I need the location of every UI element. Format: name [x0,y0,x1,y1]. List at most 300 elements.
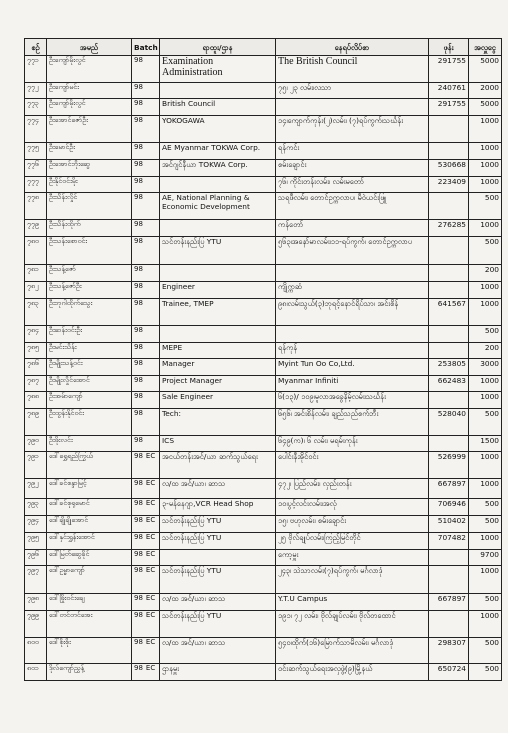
batch-year: 98 [134,550,143,558]
row-address: ကျိုက္ကဆံ [276,282,429,299]
row-amount: 1000 [469,376,502,392]
row-amount: 500 [469,193,502,220]
row-position: ICS [160,436,276,452]
row-address: ၉၈၊လမ်းသွယ်(၃)ဘုရင့်နောင်ရိပ်သာ၊ အင်းစိန် [276,299,429,326]
row-name: ဒေါ်ဥမ္မာကျော် [47,566,132,594]
row-batch [132,99,160,116]
row-name: ဦးမင်းသိန်း [47,343,132,359]
row-phone: 276285 [429,220,469,237]
row-number: ၇၈၅ [25,343,47,359]
header-row [25,39,502,56]
batch-ec: EC [145,533,156,541]
row-number: ၇၈၂ [25,282,47,299]
row-address: သရဖီလမ်း၊ တောင်ဥက္ကလာပ၊ မီဝဲယင်းဖြူ [276,193,429,220]
row-position [160,326,276,343]
row-position: လ/ထ အင်/ယာ၊ ဆာသ [160,479,276,499]
row-amount: 1000 [469,479,502,499]
row-address: ဝင်းဆက်သွယ်ရေးအလှဖွဲ့(၉)မြို့နယ် [276,664,429,681]
row-amount: 500 [469,664,502,681]
row-name: ဦးကျော်မင်း [47,83,132,99]
row-position: လ/ထ အင်/ယာ၊ ဆာသ [160,594,276,611]
row-name: ဦးမောင်ဦး [47,143,132,160]
row-position [160,177,276,193]
row-phone: 528040 [429,409,469,436]
row-name: ဒေါ်မြတ်ဆွေခိုင် [47,550,132,566]
row-batch [132,611,160,638]
row-position [160,550,276,566]
row-address: ၂၅ ဗိုလ်ချုပ်လမ်း၊ကြည့်မြင်တိုင် [276,533,429,550]
row-position [160,83,276,99]
row-amount: 1000 [469,177,502,193]
row-batch [132,83,160,99]
header-batch: Batch [132,39,160,56]
row-position: AE Myanmar TOKWA Corp. [160,143,276,160]
row-position: British Council [160,99,276,116]
row-name: ဒေါ်နှင်းရွှန်းအောင် [47,533,132,550]
row-address [276,326,429,343]
row-batch [132,452,160,479]
row-batch [132,116,160,143]
table-row [25,594,502,611]
row-position: အငယ်တန်းအင်/ယာ ဆက်သွယ်ရေး [160,452,276,479]
row-address: ၇၆၊ ကိုင်းတန်းလမ်း၊ လမ်းမတော် [276,177,429,193]
batch-year: 98 [134,343,143,351]
row-phone: 510402 [429,516,469,533]
row-number: ၇၉၅ [25,533,47,550]
donor-table [24,38,502,681]
row-amount: 500 [469,237,502,265]
batch-ec: EC [145,499,156,507]
table-row [25,359,502,376]
row-address: ၄၇၂၊ ပြည်လမ်း၊ လှည်းတန်း [276,479,429,499]
row-number: ၈၀၀ [25,638,47,664]
row-name: ဦးသန်းစောဝင်း [47,237,132,265]
row-name: ဦးမျိုးသန့်ဝင်း [47,359,132,376]
row-number: ၇၈၀ [25,237,47,265]
batch-year: 98 [134,220,143,228]
batch-year: 98 [134,83,143,91]
row-batch [132,343,160,359]
row-address: ၆၄၉(က)၊ ၆ လမ်း၊ မရမ်းကုန်း [276,436,429,452]
row-number: ၇၉၃ [25,499,47,516]
batch-year: 98 [134,499,143,507]
row-batch [132,533,160,550]
table-row [25,237,502,265]
table-row [25,99,502,116]
row-batch [132,359,160,376]
row-amount: 500 [469,499,502,516]
table-row [25,343,502,359]
row-amount: 2000 [469,83,502,99]
row-number: ၇၇၂ [25,83,47,99]
row-phone: 298307 [429,638,469,664]
row-phone [429,282,469,299]
row-amount: 5000 [469,99,502,116]
row-amount: 1000 [469,392,502,409]
row-amount: 500 [469,638,502,664]
row-position: Examination Administration [160,56,276,83]
row-phone: 291755 [429,56,469,83]
row-amount: 1000 [469,160,502,177]
row-phone [429,550,469,566]
batch-year: 98 [134,326,143,334]
header-phone: ဖုန်း [429,39,469,56]
row-amount: 500 [469,326,502,343]
row-amount: 500 [469,516,502,533]
row-address: ရန်ကုန် [276,343,429,359]
row-address: ၆၅၆၊ အင်းစိန်လမ်း၊ ချည်သည်စက်ဘီး [276,409,429,436]
row-address: The British Council [276,56,429,83]
batch-year: 98 [134,160,143,168]
row-phone: 667897 [429,479,469,499]
row-address: ရန်ကင်း [276,143,429,160]
table-row [25,638,502,664]
row-batch [132,516,160,533]
batch-year: 98 [134,479,143,487]
batch-year: 98 [134,409,143,417]
row-address: ၇၅၊ ၂၃ လမ်း၊လသာ [276,83,429,99]
batch-year: 98 [134,566,143,574]
row-phone: 291755 [429,99,469,116]
row-name: ဦးဘုဂါထိုက်သွေး [47,299,132,326]
table-row [25,116,502,143]
row-batch [132,326,160,343]
table-row [25,299,502,326]
table-row [25,56,502,83]
row-batch [132,594,160,611]
row-phone [429,237,469,265]
row-number: ၇၉၈ [25,594,47,611]
row-amount: 1000 [469,533,502,550]
row-name: ဦးအမ်ာကျော် [47,392,132,409]
table-row [25,499,502,516]
row-amount: 500 [469,409,502,436]
row-phone: 641567 [429,299,469,326]
row-name: ဒိုလ်ကျော်ညွှန့် [47,664,132,681]
row-number: ၇၉၄ [25,516,47,533]
table-row [25,193,502,220]
batch-year: 98 [134,533,143,541]
batch-year: 98 [134,392,143,400]
table-row [25,220,502,237]
row-batch [132,436,160,452]
row-batch [132,550,160,566]
row-amount: 1000 [469,566,502,594]
batch-year: 98 [134,282,143,290]
batch-year: 98 [134,116,143,124]
table-row [25,409,502,436]
row-phone [429,436,469,452]
row-position: သင်တန်းနည်းပြ YTU [160,611,276,638]
row-phone [429,566,469,594]
row-phone: 667897 [429,594,469,611]
row-phone [429,193,469,220]
table-row [25,282,502,299]
row-position: Trainee, TMEP [160,299,276,326]
row-batch [132,220,160,237]
batch-year: 98 [134,376,143,384]
batch-year: 98 [134,516,143,524]
row-number: ၇၉၁ [25,452,47,479]
batch-ec: EC [145,479,156,487]
row-position: MEPE [160,343,276,359]
header-no: စဉ် [25,39,47,56]
row-batch [132,638,160,664]
row-batch [132,177,160,193]
table-row [25,83,502,99]
row-batch [132,237,160,265]
row-amount: 1500 [469,436,502,452]
row-name: ဦးဖိုးလင်း [47,436,132,452]
batch-year: 98 [134,664,143,672]
row-phone: 223409 [429,177,469,193]
header-name: အမည် [47,39,132,56]
row-phone: 706946 [429,499,469,516]
row-address: ၁၉၁၊ ၇၂ လမ်း၊ ဗိုလ်ချုပ်လမ်း၊ ဗိုလ်တထောင် [276,611,429,638]
batch-ec: EC [145,594,156,602]
row-phone [429,143,469,160]
row-address: စမ်းချောင်း [276,160,429,177]
row-name: ဒေါ်တင်တင်အေး [47,611,132,638]
row-amount: 1000 [469,220,502,237]
row-name: ဒေါ်ရွှေရည်ကြွယ် [47,452,132,479]
row-batch [132,566,160,594]
row-amount: 1000 [469,116,502,143]
row-batch [132,265,160,282]
batch-year: 98 [134,237,143,245]
table-row [25,550,502,566]
batch-year: 98 [134,143,143,151]
table-row [25,326,502,343]
row-position: ၃-မန်နေဂျာ,VCR Head Shop [160,499,276,516]
row-amount: 200 [469,343,502,359]
row-name: ဦးဆန်းဝင်းဦး [47,326,132,343]
row-batch [132,392,160,409]
batch-ec: EC [145,452,156,460]
row-phone: 707482 [429,533,469,550]
row-batch [132,376,160,392]
row-position: အင်ဂျင်နီယာ TOKWA Corp. [160,160,276,177]
row-position: ဌာနမှူး [160,664,276,681]
table-row [25,177,502,193]
row-position: လ/ထ အင်/ယာ၊ ဆာသ [160,638,276,664]
row-phone [429,326,469,343]
row-batch [132,664,160,681]
table-row [25,533,502,550]
table-row [25,452,502,479]
batch-year: 98 [134,436,143,444]
table-row [25,376,502,392]
row-position [160,220,276,237]
row-address: ၂၄၃၊ သဲသာလမ်း(၇)ရပ်ကွက်၊ မင်္ဂလာဒုံ [276,566,429,594]
row-batch [132,479,160,499]
row-number: ၇၇၅ [25,143,47,160]
row-phone: 253805 [429,359,469,376]
row-number: ၇၉၆ [25,550,47,566]
row-name: ဦးသန့်ဇော် [47,265,132,282]
row-name: ဒေါ်ခင်စုရုမောင် [47,499,132,516]
batch-ec: EC [145,516,156,524]
row-address: ၁၅၊ ဗဟုလမ်း၊ စမ်းချောင်း [276,516,429,533]
row-number: ၇၇၇ [25,177,47,193]
row-address [276,99,429,116]
row-position: သင်တန်းနည်းပြ YTU [160,516,276,533]
row-name: ဦးအောင်ဇော်ဦး [47,116,132,143]
row-amount: 1000 [469,452,502,479]
row-number: ၇၈၆ [25,359,47,376]
batch-ec: EC [145,550,156,558]
batch-year: 98 [134,359,143,367]
row-amount: 3000 [469,359,502,376]
row-number: ၇၇၁ [25,56,47,83]
table-row [25,265,502,282]
row-number: ၇၇၄ [25,116,47,143]
row-batch [132,282,160,299]
row-batch [132,409,160,436]
row-address: ၁၀၊ပွင့်လင်းလမ်း၊အလုံ [276,499,429,516]
batch-year: 98 [134,177,143,185]
row-amount: 200 [469,265,502,282]
row-name: ဦးထွန်းနိုင်ဝင်း [47,409,132,436]
row-name: ဦးနိုင်ဝင်းမိုး [47,177,132,193]
row-number: ၇၇၃ [25,99,47,116]
row-amount: 500 [469,594,502,611]
batch-year: 98 [134,265,143,273]
row-position: Manager [160,359,276,376]
row-name: ဦးသိန်းထိုက် [47,220,132,237]
row-name: ဦးကျော်မိုးလွင် [47,99,132,116]
row-address: ၅၆၃၊အနော်မာလမ်း၊၁၁-ရပ်ကွက်၊ တောင်ဥက္ကလာပ [276,237,429,265]
row-number: ၇၉၂ [25,479,47,499]
row-number: ၇၈၉ [25,409,47,436]
row-address: ၁၄၊ကျောက်ကုန်း(၂)လမ်း၊ (၇)ရပ်ကွက်၊သင်္ဃန်း [276,116,429,143]
row-phone: 240761 [429,83,469,99]
table-row [25,143,502,160]
table-row [25,160,502,177]
row-batch [132,299,160,326]
row-number: ၇၈၁ [25,265,47,282]
row-address: ပေါင်းနီအိုင်ဝင်း [276,452,429,479]
row-phone: 662483 [429,376,469,392]
row-number: ၇၉၀ [25,436,47,452]
row-name: ဒေါ်ခင်စန္ဒာမြင့် [47,479,132,499]
table-row [25,436,502,452]
row-phone: 650724 [429,664,469,681]
batch-ec: EC [145,664,156,672]
row-number: ၇၈၃ [25,299,47,326]
row-phone [429,116,469,143]
row-amount: 1000 [469,143,502,160]
row-phone [429,343,469,359]
batch-ec: EC [145,566,156,574]
table-row [25,479,502,499]
header-amount: အလှူငွေ [469,39,502,56]
batch-year: 98 [134,299,143,307]
row-phone: 526999 [429,452,469,479]
row-position: Sale Engineer [160,392,276,409]
row-phone: 530668 [429,160,469,177]
row-position: သင်တန်းနည်းပြ YTU [160,237,276,265]
row-number: ၇၈၇ [25,376,47,392]
row-name: ဦးမျိုးလှိုင်အောင် [47,376,132,392]
row-number: ၈၀၁ [25,664,47,681]
row-number: ၇၉၇ [25,566,47,594]
row-phone [429,611,469,638]
batch-ec: EC [145,611,156,619]
row-number: ၇၈၄ [25,326,47,343]
row-number: ၇၇၉ [25,220,47,237]
batch-ec: EC [145,638,156,646]
row-amount: 1000 [469,282,502,299]
row-phone [429,392,469,409]
row-position: သင်တန်းနည်းပြ YTU [160,533,276,550]
row-address: ၆(၁၃)/ ၁၀၉၊မူလာအခွေနိမ့်လမ်း၊သင်္ဃန်း [276,392,429,409]
row-address: ကန်တော် [276,220,429,237]
batch-year: 98 [134,452,143,460]
table-row [25,392,502,409]
row-number: ၇၈၈ [25,392,47,409]
row-number: ၇၇၆ [25,160,47,177]
row-name: ဒေါ်ဖြိုးဝင်းချေ [47,594,132,611]
row-batch [132,160,160,177]
row-batch [132,143,160,160]
batch-year: 98 [134,594,143,602]
row-address: Y.T.U Campus [276,594,429,611]
row-position: Project Manager [160,376,276,392]
header-position: ရာထူး/ဌာန [160,39,276,56]
batch-year: 98 [134,56,143,64]
row-name: ဦးသိန်းလှိုင် [47,193,132,220]
row-position: Engineer [160,282,276,299]
row-position: YOKOGAWA [160,116,276,143]
row-number: ၇၉၉ [25,611,47,638]
row-name: ဒေါ်ချိုချိုအောင် [47,516,132,533]
row-address: ကော့မှူး [276,550,429,566]
table-row [25,566,502,594]
row-name: ဒေါ်စိုးစိုး [47,638,132,664]
batch-year: 98 [134,611,143,619]
row-name: ဦးကျော်မိုးလွင် [47,56,132,83]
row-number: ၇၇၈ [25,193,47,220]
row-address [276,265,429,282]
row-position: AE, National Planning & Economic Development [160,193,276,220]
row-amount: 5000 [469,56,502,83]
row-name: ဦးသန့်ဇော်ဦး [47,282,132,299]
table-body [25,56,502,681]
row-position [160,265,276,282]
row-address: Myint Tun Oo Co,Ltd. [276,359,429,376]
row-position: သင်တန်းနည်းပြ YTU [160,566,276,594]
batch-year: 98 [134,193,143,201]
row-amount: 1000 [469,299,502,326]
table-row [25,516,502,533]
table-row [25,611,502,638]
row-batch [132,56,160,83]
table-row [25,664,502,681]
row-address: Myanmar Infiniti [276,376,429,392]
batch-year: 98 [134,638,143,646]
header-address: နေရပ်လိပ်စာ [276,39,429,56]
row-name: ဦးအောင်ဘိုးဆွေ [47,160,132,177]
row-batch [132,193,160,220]
row-batch [132,499,160,516]
row-position: Tech: [160,409,276,436]
batch-year: 98 [134,99,143,107]
row-amount: 1000 [469,611,502,638]
row-amount: 9700 [469,550,502,566]
row-phone [429,265,469,282]
row-address: ၅၄၀၊ထိုက်(၁၆)မြောက်သာမိလမ်း၊ မင်္ဂလာဒုံ [276,638,429,664]
